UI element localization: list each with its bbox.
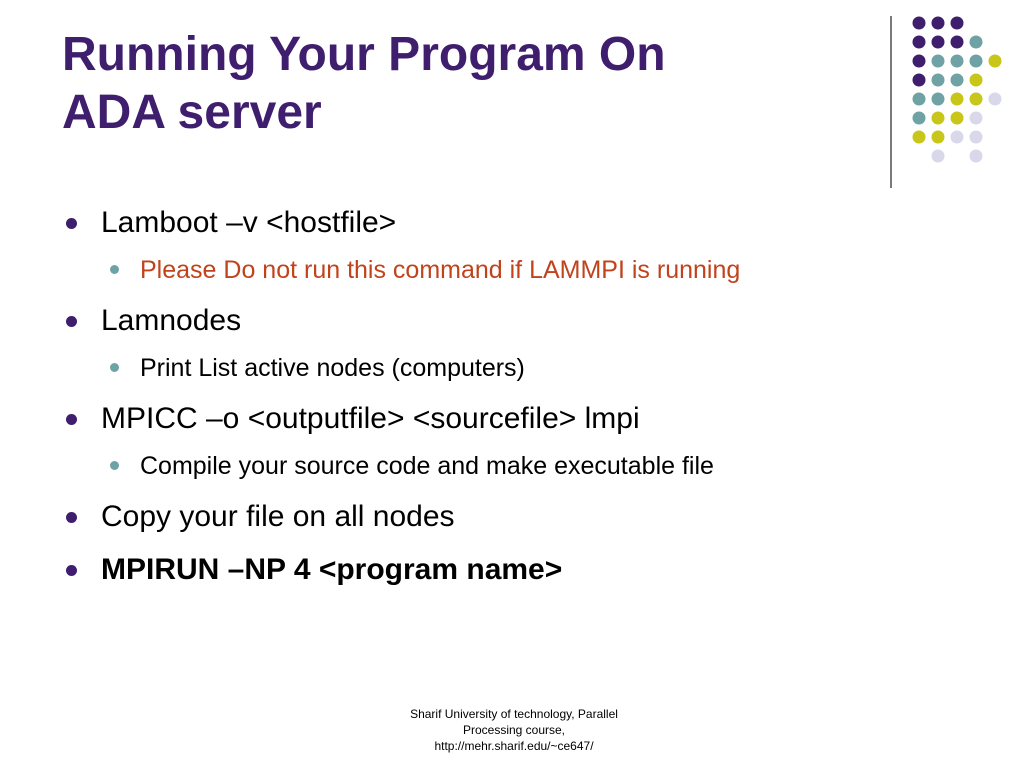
bullet-item bbox=[101, 204, 396, 242]
footer-line: Sharif University of technology, Parallel bbox=[410, 707, 618, 721]
sub-bullet-text: Please Do not run this command if LAMMPI is running bbox=[140, 256, 741, 284]
sub-bullet-item bbox=[140, 450, 714, 482]
bullet-text: Lamboot –v <hostfile> bbox=[101, 206, 397, 239]
footer-line: Processing course, bbox=[462, 723, 566, 737]
bullet-item bbox=[101, 551, 562, 589]
slide-title-line-2: ADA server bbox=[62, 86, 322, 139]
bullet-dot-icon bbox=[66, 218, 77, 229]
sub-bullet-text: Compile your source code and make executable file bbox=[140, 452, 714, 480]
sub-bullet-item bbox=[140, 352, 525, 384]
bullet-text: MPICC –o <outputfile> <sourcefile> lmpi bbox=[101, 402, 640, 435]
bullet-item bbox=[101, 302, 241, 340]
slide-footer bbox=[354, 706, 674, 754]
bullet-text: Lamnodes bbox=[101, 304, 242, 337]
bullet-item bbox=[101, 400, 640, 438]
bullet-dot-icon bbox=[66, 316, 77, 327]
sub-bullet-dot-icon bbox=[110, 363, 119, 372]
sub-bullet-text: Print List active nodes (computers) bbox=[140, 354, 525, 382]
bullet-text: MPIRUN –NP 4 <program name> bbox=[101, 553, 563, 586]
sub-bullet-dot-icon bbox=[110, 461, 119, 470]
bullet-dot-icon bbox=[66, 414, 77, 425]
sub-bullet-item bbox=[140, 254, 740, 286]
bullet-text: Copy your file on all nodes bbox=[101, 500, 455, 533]
bullet-dot-icon bbox=[66, 565, 77, 576]
footer-url: http://mehr.sharif.edu/~ce647/ bbox=[434, 739, 594, 753]
bullet-dot-icon bbox=[66, 512, 77, 523]
slide-title-line-1: Running Your Program On bbox=[62, 28, 666, 81]
sub-bullet-dot-icon bbox=[110, 265, 119, 274]
bullet-item bbox=[101, 498, 455, 536]
